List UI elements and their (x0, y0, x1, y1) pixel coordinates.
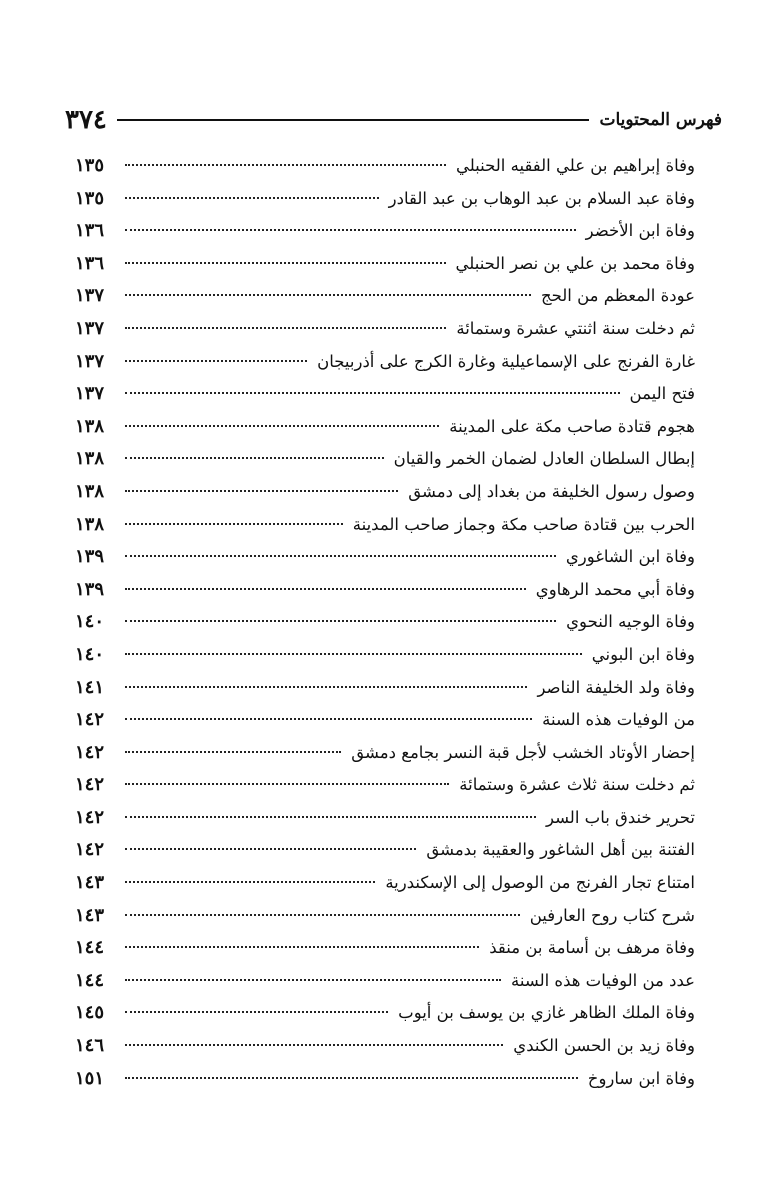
toc-entry-title: فتح اليمن (629, 384, 695, 404)
toc-entry (75, 807, 695, 840)
toc-entry (75, 937, 695, 970)
dot-leader (125, 425, 439, 427)
toc-entry (75, 1035, 695, 1068)
toc-entry-page: ١٤٤ (75, 937, 105, 959)
dot-leader (125, 1011, 388, 1013)
toc-entry-page: ١٤٢ (75, 806, 105, 828)
toc-entry (75, 188, 695, 221)
toc-entry-page: ١٣٨ (75, 448, 105, 470)
toc-entry (75, 220, 695, 253)
toc-entry-page: ١٣٧ (75, 350, 105, 372)
toc-entry-title: الفتنة بين أهل الشاغور والعقيبة بدمشق (426, 840, 695, 860)
toc-entry-title: وفاة الوجيه النحوي (566, 612, 695, 632)
toc-entry (75, 253, 695, 286)
header-title: فهرس المحتويات (599, 110, 722, 130)
dot-leader (125, 164, 446, 166)
header-rule (117, 119, 590, 121)
toc-entry-page: ١٤٣ (75, 904, 105, 926)
toc-entry-page: ١٣٦ (75, 220, 105, 242)
toc-entry (75, 546, 695, 579)
page-number: ٣٧٤ (65, 105, 107, 135)
table-of-contents (75, 155, 695, 1100)
toc-entry (75, 514, 695, 547)
dot-leader (125, 327, 446, 329)
dot-leader (125, 718, 532, 720)
toc-entry-title: وفاة ابن الأخضر (585, 221, 695, 241)
toc-entry (75, 481, 695, 514)
toc-entry (75, 448, 695, 481)
toc-entry-page: ١٣٧ (75, 317, 105, 339)
toc-entry (75, 285, 695, 318)
toc-entry-title: وفاة محمد بن علي بن نصر الحنبلي (455, 253, 695, 273)
toc-entry-page: ١٣٩ (75, 546, 105, 568)
dot-leader (125, 588, 526, 590)
toc-entry-page: ١٤٠ (75, 611, 105, 633)
toc-entry-page: ١٤١ (75, 676, 105, 698)
toc-entry (75, 677, 695, 710)
toc-entry-page: ١٣٦ (75, 252, 105, 274)
toc-entry-title: شرح كتاب روح العارفين (529, 905, 695, 925)
toc-entry-page: ١٣٧ (75, 383, 105, 405)
page-header (55, 100, 722, 140)
toc-entry (75, 579, 695, 612)
toc-entry-title: وفاة مرهف بن أسامة بن منقذ (489, 938, 695, 958)
toc-entry-title: عودة المعظم من الحج (540, 286, 695, 306)
dot-leader (125, 229, 576, 231)
dot-leader (125, 262, 446, 264)
toc-entry-title: الحرب بين قتادة صاحب مكة وجماز صاحب المدينة (352, 514, 695, 534)
toc-entry-title: وفاة ابن الشاغوري (565, 547, 695, 567)
toc-entry (75, 1002, 695, 1035)
toc-entry-page: ١٤٤ (75, 969, 105, 991)
dot-leader (125, 914, 520, 916)
dot-leader (125, 294, 531, 296)
dot-leader (125, 197, 379, 199)
toc-entry-page: ١٣٥ (75, 187, 105, 209)
dot-leader (125, 490, 398, 492)
toc-entry-page: ١٣٧ (75, 285, 105, 307)
toc-entry-title: تحرير خندق باب السر (545, 807, 695, 827)
toc-entry (75, 1068, 695, 1101)
toc-entry (75, 905, 695, 938)
toc-entry-title: وصول رسول الخليفة من بغداد إلى دمشق (408, 481, 695, 501)
toc-entry (75, 416, 695, 449)
toc-entry-page: ١٤٢ (75, 839, 105, 861)
dot-leader (125, 523, 343, 525)
toc-entry-title: غارة الفرنج على الإسماعيلية وغارة الكرج على أذربيجان (317, 351, 695, 371)
toc-entry-title: إبطال السلطان العادل لضمان الخمر والقيان (393, 449, 695, 469)
toc-entry-title: وفاة ولد الخليفة الناصر (537, 677, 695, 697)
toc-entry-title: وفاة الملك الظاهر غازي بن يوسف بن أيوب (398, 1003, 695, 1023)
toc-entry-title: وفاة ابن ساروخ (587, 1068, 695, 1088)
toc-entry (75, 970, 695, 1003)
toc-entry-page: ١٤٢ (75, 741, 105, 763)
toc-entry (75, 709, 695, 742)
toc-entry (75, 774, 695, 807)
toc-entry-page: ١٤٠ (75, 643, 105, 665)
dot-leader (125, 783, 449, 785)
dot-leader (125, 620, 556, 622)
toc-entry-page: ١٤٢ (75, 774, 105, 796)
dot-leader (125, 1077, 578, 1079)
toc-entry (75, 872, 695, 905)
toc-entry-title: وفاة ابن البوني (591, 644, 695, 664)
dot-leader (125, 457, 384, 459)
toc-entry-title: من الوفيات هذه السنة (542, 710, 695, 730)
toc-entry-page: ١٤٢ (75, 709, 105, 731)
toc-entry (75, 611, 695, 644)
toc-entry-page: ١٥١ (75, 1067, 105, 1089)
dot-leader (125, 555, 556, 557)
dot-leader (125, 1044, 503, 1046)
toc-entry (75, 742, 695, 775)
toc-entry (75, 839, 695, 872)
toc-entry-title: ثم دخلت سنة اثنتي عشرة وستمائة (456, 318, 695, 338)
toc-entry-title: ثم دخلت سنة ثلاث عشرة وستمائة (459, 775, 695, 795)
toc-entry (75, 155, 695, 188)
toc-entry (75, 644, 695, 677)
toc-entry-title: إحضار الأوتاد الخشب لأجل قبة النسر بجامع دمشق (351, 742, 695, 762)
toc-entry-page: ١٣٨ (75, 513, 105, 535)
dot-leader (125, 848, 416, 850)
toc-entry-page: ١٣٥ (75, 155, 105, 176)
toc-entry-title: امتناع تجار الفرنج من الوصول إلى الإسكندرية (385, 873, 695, 893)
toc-entry-page: ١٤٥ (75, 1002, 105, 1024)
toc-entry-title: هجوم قتادة صاحب مكة على المدينة (449, 416, 695, 436)
toc-entry (75, 351, 695, 384)
toc-entry-title: وفاة زيد بن الحسن الكندي (513, 1036, 695, 1056)
toc-entry-title: عدد من الوفيات هذه السنة (511, 970, 695, 990)
toc-entry-page: ١٤٣ (75, 872, 105, 894)
toc-entry-page: ١٣٨ (75, 480, 105, 502)
dot-leader (125, 360, 307, 362)
dot-leader (125, 979, 501, 981)
dot-leader (125, 751, 341, 753)
toc-entry-page: ١٤٦ (75, 1035, 105, 1057)
toc-entry-title: وفاة أبي محمد الرهاوي (535, 579, 695, 599)
toc-entry-page: ١٣٩ (75, 578, 105, 600)
dot-leader (125, 946, 479, 948)
dot-leader (125, 881, 375, 883)
toc-entry-title: وفاة إبراهيم بن علي الفقيه الحنبلي (455, 156, 695, 175)
toc-entry-page: ١٣٨ (75, 415, 105, 437)
dot-leader (125, 392, 620, 394)
dot-leader (125, 686, 527, 688)
toc-entry-title: وفاة عبد السلام بن عبد الوهاب بن عبد القادر (388, 188, 695, 208)
dot-leader (125, 816, 536, 818)
toc-entry (75, 318, 695, 351)
dot-leader (125, 653, 582, 655)
toc-entry (75, 383, 695, 416)
